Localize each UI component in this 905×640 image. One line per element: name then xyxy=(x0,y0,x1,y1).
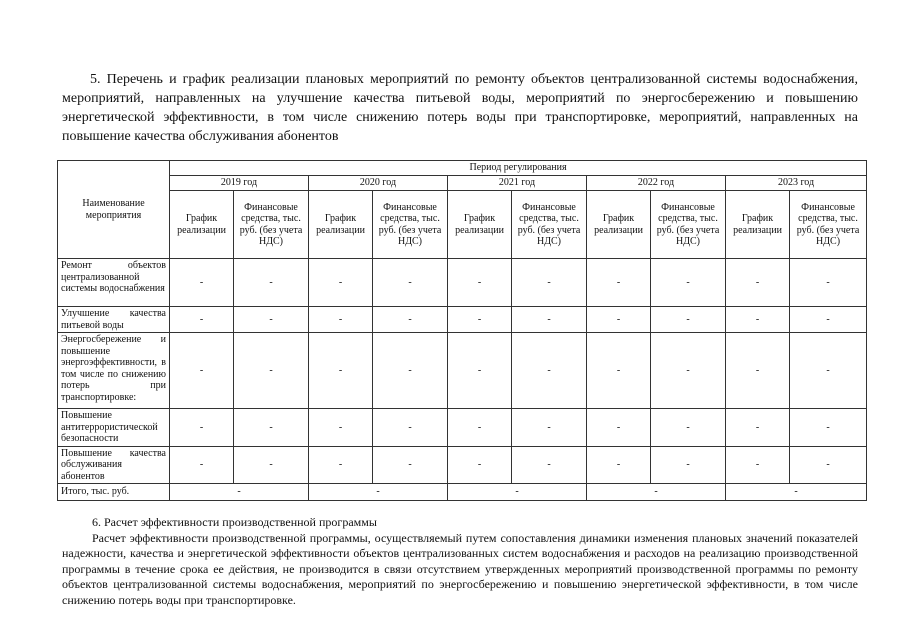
year-header: 2022 год xyxy=(587,176,726,191)
table-cell: - xyxy=(170,307,234,333)
table-cell: - xyxy=(512,409,587,447)
table-cell: - xyxy=(309,409,373,447)
row-label: Энергосбережение и повышение энергоэффективности, в том числе по снижению потерь при транспортировке: xyxy=(58,333,170,409)
finance-subheader: Финансовые средства, тыс. руб. (без учета НДС) xyxy=(373,191,448,259)
schedule-subheader: График реализации xyxy=(448,191,512,259)
activities-schedule-table xyxy=(57,160,867,501)
finance-subheader: Финансовые средства, тыс. руб. (без учета НДС) xyxy=(512,191,587,259)
table-cell: - xyxy=(448,409,512,447)
table-cell: - xyxy=(726,307,790,333)
table-cell: - xyxy=(373,333,448,409)
finance-subheader: Финансовые средства, тыс. руб. (без учета НДС) xyxy=(234,191,309,259)
table-cell: - xyxy=(726,409,790,447)
table-cell: - xyxy=(170,409,234,447)
table-cell: - xyxy=(448,333,512,409)
row-label: Повышение качества обслуживания абонентов xyxy=(58,446,170,484)
schedule-subheader: График реализации xyxy=(170,191,234,259)
table-row xyxy=(58,409,867,447)
row-label: Ремонт объектов централизованной системы водоснабжения xyxy=(58,259,170,307)
table-row xyxy=(58,307,867,333)
table-cell: - xyxy=(373,446,448,484)
total-cell: - xyxy=(448,484,587,501)
section-6-body: Расчет эффективности производственной программы, осуществляемый путем сопоставления динамики изменения плановых значений показателей надежности, качества и энергетической эффективности объектов централизованных систем водоснабжения и расходов на реализацию производственной программы в течение срока ее действия, не производится в связи отсутствием утвержденных мероприятий производственной программы по ремонту объектов централизованной системы водоснабжения, мероприятий по энергосбережению и повышению энергетической эффективности, в том числе снижению потерь воды при транспортировке. xyxy=(62,530,858,607)
table-row xyxy=(58,446,867,484)
year-header: 2023 год xyxy=(726,176,867,191)
schedule-subheader: График реализации xyxy=(726,191,790,259)
table-cell: - xyxy=(587,446,651,484)
table-cell: - xyxy=(170,259,234,307)
schedule-subheader: График реализации xyxy=(587,191,651,259)
table-cell: - xyxy=(790,333,867,409)
table-cell: - xyxy=(651,307,726,333)
table-cell: - xyxy=(587,307,651,333)
table-cell: - xyxy=(512,259,587,307)
table-cell: - xyxy=(373,307,448,333)
table-cell: - xyxy=(309,446,373,484)
table-cell: - xyxy=(651,259,726,307)
table-cell: - xyxy=(234,446,309,484)
section-6 xyxy=(62,515,858,608)
period-header: Период регулирования xyxy=(170,161,867,176)
table-cell: - xyxy=(234,333,309,409)
table-cell: - xyxy=(373,259,448,307)
table-cell: - xyxy=(373,409,448,447)
section-5-heading-text: 5. Перечень и график реализации плановых мероприятий по ремонту объектов централизованной системы водоснабжения, мероприятий, направленных на улучшение качества питьевой воды, мероприятий по энергосбережению и повышению энергетической эффективности, в том числе снижению потерь воды при транспортировке, мероприятий, направленных на повышение качества обслуживания абонентов xyxy=(62,72,858,144)
table-cell: - xyxy=(790,307,867,333)
table-cell: - xyxy=(309,259,373,307)
total-cell: - xyxy=(726,484,867,501)
year-header: 2021 год xyxy=(448,176,587,191)
table-cell: - xyxy=(448,307,512,333)
table-cell: - xyxy=(790,259,867,307)
table-cell: - xyxy=(309,307,373,333)
table-cell: - xyxy=(234,307,309,333)
row-label: Повышение антитеррористической безопасности xyxy=(58,409,170,447)
table-cell: - xyxy=(790,409,867,447)
total-cell: - xyxy=(309,484,448,501)
table-cell: - xyxy=(790,446,867,484)
row-label: Улучшение качества питьевой воды xyxy=(58,307,170,333)
section-6-title: 6. Расчет эффективности производственной программы xyxy=(92,515,377,529)
table-cell: - xyxy=(651,333,726,409)
table-cell: - xyxy=(170,446,234,484)
table-cell: - xyxy=(726,446,790,484)
table-cell: - xyxy=(309,333,373,409)
table-cell: - xyxy=(651,409,726,447)
table-cell: - xyxy=(726,259,790,307)
table-cell: - xyxy=(512,307,587,333)
table-cell: - xyxy=(448,259,512,307)
table-cell: - xyxy=(512,446,587,484)
finance-subheader: Финансовые средства, тыс. руб. (без учета НДС) xyxy=(651,191,726,259)
table-cell: - xyxy=(234,259,309,307)
table-cell: - xyxy=(587,409,651,447)
schedule-subheader: График реализации xyxy=(309,191,373,259)
table-cell: - xyxy=(234,409,309,447)
finance-subheader: Финансовые средства, тыс. руб. (без учета НДС) xyxy=(790,191,867,259)
name-column-header: Наименование мероприятия xyxy=(58,161,170,259)
total-row xyxy=(58,484,867,501)
section-5-heading xyxy=(62,70,858,146)
total-cell: - xyxy=(587,484,726,501)
table-cell: - xyxy=(448,446,512,484)
table-row xyxy=(58,259,867,307)
table-cell: - xyxy=(512,333,587,409)
year-header: 2020 год xyxy=(309,176,448,191)
table-cell: - xyxy=(726,333,790,409)
table-cell: - xyxy=(651,446,726,484)
year-header: 2019 год xyxy=(170,176,309,191)
table-cell: - xyxy=(587,333,651,409)
table-row xyxy=(58,333,867,409)
total-cell: - xyxy=(170,484,309,501)
table-cell: - xyxy=(587,259,651,307)
total-label: Итого, тыс. руб. xyxy=(58,484,170,501)
table-cell: - xyxy=(170,333,234,409)
